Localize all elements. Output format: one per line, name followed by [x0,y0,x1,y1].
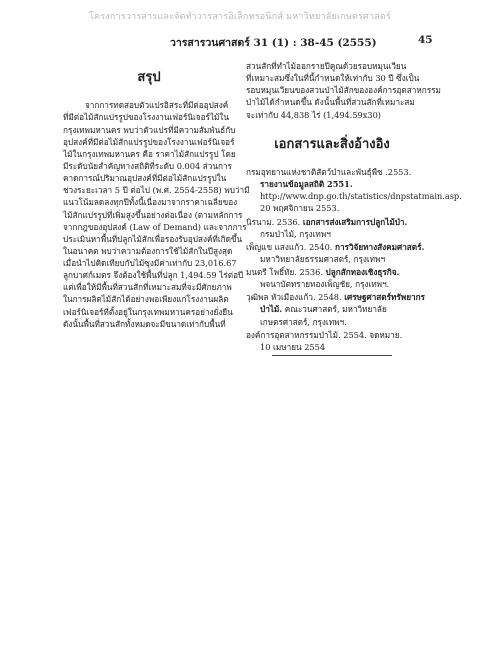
summary-line: จากการทดสอบตัวแปรอิสระที่มีต่ออุปสงค์ [85,100,229,111]
reference-line: ป่าไม้. คณะวนศาสตร์, มหาวิทยาลัย [260,304,387,315]
summary-line: มีระดับนัยสำคัญทางสถิติที่ระดับ 0.004 ส่วนการ [63,160,232,171]
reference-entry [246,216,418,240]
page-number: 45 [418,34,433,46]
right-column [246,60,462,356]
summary-line: เมื่อนำไปคิดเทียบกับไม้ซุงมีค่าเท่ากับ 23,016.67 [63,258,237,269]
summary-line: ประเมินหาพื้นที่ปลูกไม้สักเพื่อรองรับอุปสงค์ที่เกิดขึ้น [63,233,243,244]
reference-line: กรมป่าไม้, กรุงเทพฯ [260,228,331,239]
reference-line: กรมอุทยานแห่งชาติสัตว์ป่าและพันธุ์พืช .2553. [246,166,412,177]
reference-line: รายงานข้อมูลสถิติ 2551. [260,179,353,190]
reference-line: วุฒิพล หัวเมืองแก้ว. 2548. เศรษฐศาสตร์ทรัพยากร [246,292,425,303]
summary-line: อุปสงค์ที่มีต่อไม้สักแปรรูปของโรงงานเฟอร์นิเจอร์ [63,136,235,147]
continuation-line: รอบหมุนเวียนของสวนป่าไม้สักขององค์การอุตสาหกรรม [246,85,441,96]
watermark-text: โครงการวารสารและจัดทำวารสารอิเล็กทรอนิกส์ มหาวิทยาลัยเกษตรศาสตร์ [89,12,391,22]
reference-line: 10 เมษายน 2554 [260,341,326,352]
summary-line: ลูกบาศก์เมตร จึงต้องใช้พื้นที่ปลูก 1,494.59 ไร่ต่อปี [63,270,244,281]
summary-line: ในการผลิตไม้สักได้อย่างพอเพียงแก่โรงงานผลิต [63,294,229,305]
reference-line: เกษตรศาสตร์, กรุงเทพฯ. [260,316,347,327]
summary-heading: สรุป [137,70,161,85]
reference-entry [246,241,425,265]
summary-line: กรุงเทพมหานคร พบว่าตัวแปรที่มีความสัมพันธ์กับ [63,124,236,135]
summary-line: เฟอร์นิเจอร์ที่ตั้งอยู่ในกรุงเทพมหานครอย่างยั่งยืน [63,306,233,317]
journal-citation: วารสารวนศาสตร์ 31 (1) : 38-45 (2555) [170,37,377,49]
reference-line: มนตรี โพธิ์ทัย. 2536. ปลูกสักทองเชิงธุรกิจ. [246,267,400,278]
reference-line: นิรนาม. 2536. เอกสารส่งเสริมการปลูกไม้ป่า. [246,216,408,227]
continuation-line: จะเท่ากับ 44,838 ไร่ (1,494.59x30) [246,109,381,120]
summary-line: ช่วงระยะเวลา 5 ปี ต่อไป (พ.ศ. 2554-2558) พบว่ามี [63,185,250,196]
reference-line: เพ็ญแข แสงแก้ว. 2540. การวิจัยทางสังคมศาสตร์. [246,241,425,252]
reference-entry [246,166,462,215]
continuation-line: สวนสักที่ทำไม้ออกรายปีคูณด้วยรอบหมุนเวียน [246,61,407,71]
summary-line: ในอนาคต พบว่าความต้องการใช้ไม้สักในปีสูงสุด [63,245,233,256]
summary-paragraph [63,99,250,330]
summary-line: ไม้ในกรุงเทพมหานคร คือ ราคาไม้สักแปรรูป โดย [63,148,236,159]
reference-line: http://www.dnp.go.th/statistics/dnpstatmain.asp. [260,191,462,202]
left-column [63,60,250,330]
reference-line: พจนาบัตทรายทองเพ็ญชัย, กรุงเทพฯ. [260,279,390,290]
summary-line: แนวโน้มลดลงทุกปีทั้งนี้เนื่องมาจากราคาเฉลี่ยของ [63,197,238,208]
end-rule [272,355,392,356]
references-heading: เอกสารและสิ่งอ้างอิง [274,136,390,152]
summary-line: จากกฎของอุปสงค์ (Law of Demand) และจากการ [63,221,247,232]
summary-continuation [246,60,441,121]
reference-entry [246,266,418,290]
summary-line: ไม้สักแปรรูปที่เพิ่มสูงขึ้นอย่างต่อเนื่อง (ตามหลักการ [63,209,243,220]
continuation-line: ป่าไม้ได้กำหนดขึ้น ดังนั้นพื้นที่สวนสักที่เหมาะสม [246,97,415,108]
reference-line: มหาวิทยาลัยธรรมศาสตร์, กรุงเทพฯ [260,253,386,264]
reference-entry [246,329,418,353]
reference-entry [246,291,425,327]
summary-line: ที่มีต่อไม้สักแปรรูปของโรงงานเฟอร์นิเจอร์ไม้ใน [63,112,229,123]
summary-line: แต่เพื่อให้มีพื้นที่สวนสักที่เหมาะสมที่จะมีศักยภาพ [63,282,232,293]
references-list [246,166,462,353]
reference-line: 20 พฤศจิกายน 2553. [260,203,340,214]
summary-line: ดังนั้นพื้นที่สวนสักทั้งหมดจะมีขนาดเท่ากับพื้นที่ [63,318,226,329]
continuation-line: ที่เหมาะสมซึ่งในที่นี้กำหนดให้เท่ากับ 30 ปี ซึ่งเป็น [246,73,420,84]
summary-line: คาดการณ์ปริมาณอุปสงค์ที่มีต่อไม้สักแปรรูปใน [63,173,227,184]
reference-line: องค์การอุตสาหกรรมป่าไม้. 2554. จดหมาย. [246,329,403,340]
